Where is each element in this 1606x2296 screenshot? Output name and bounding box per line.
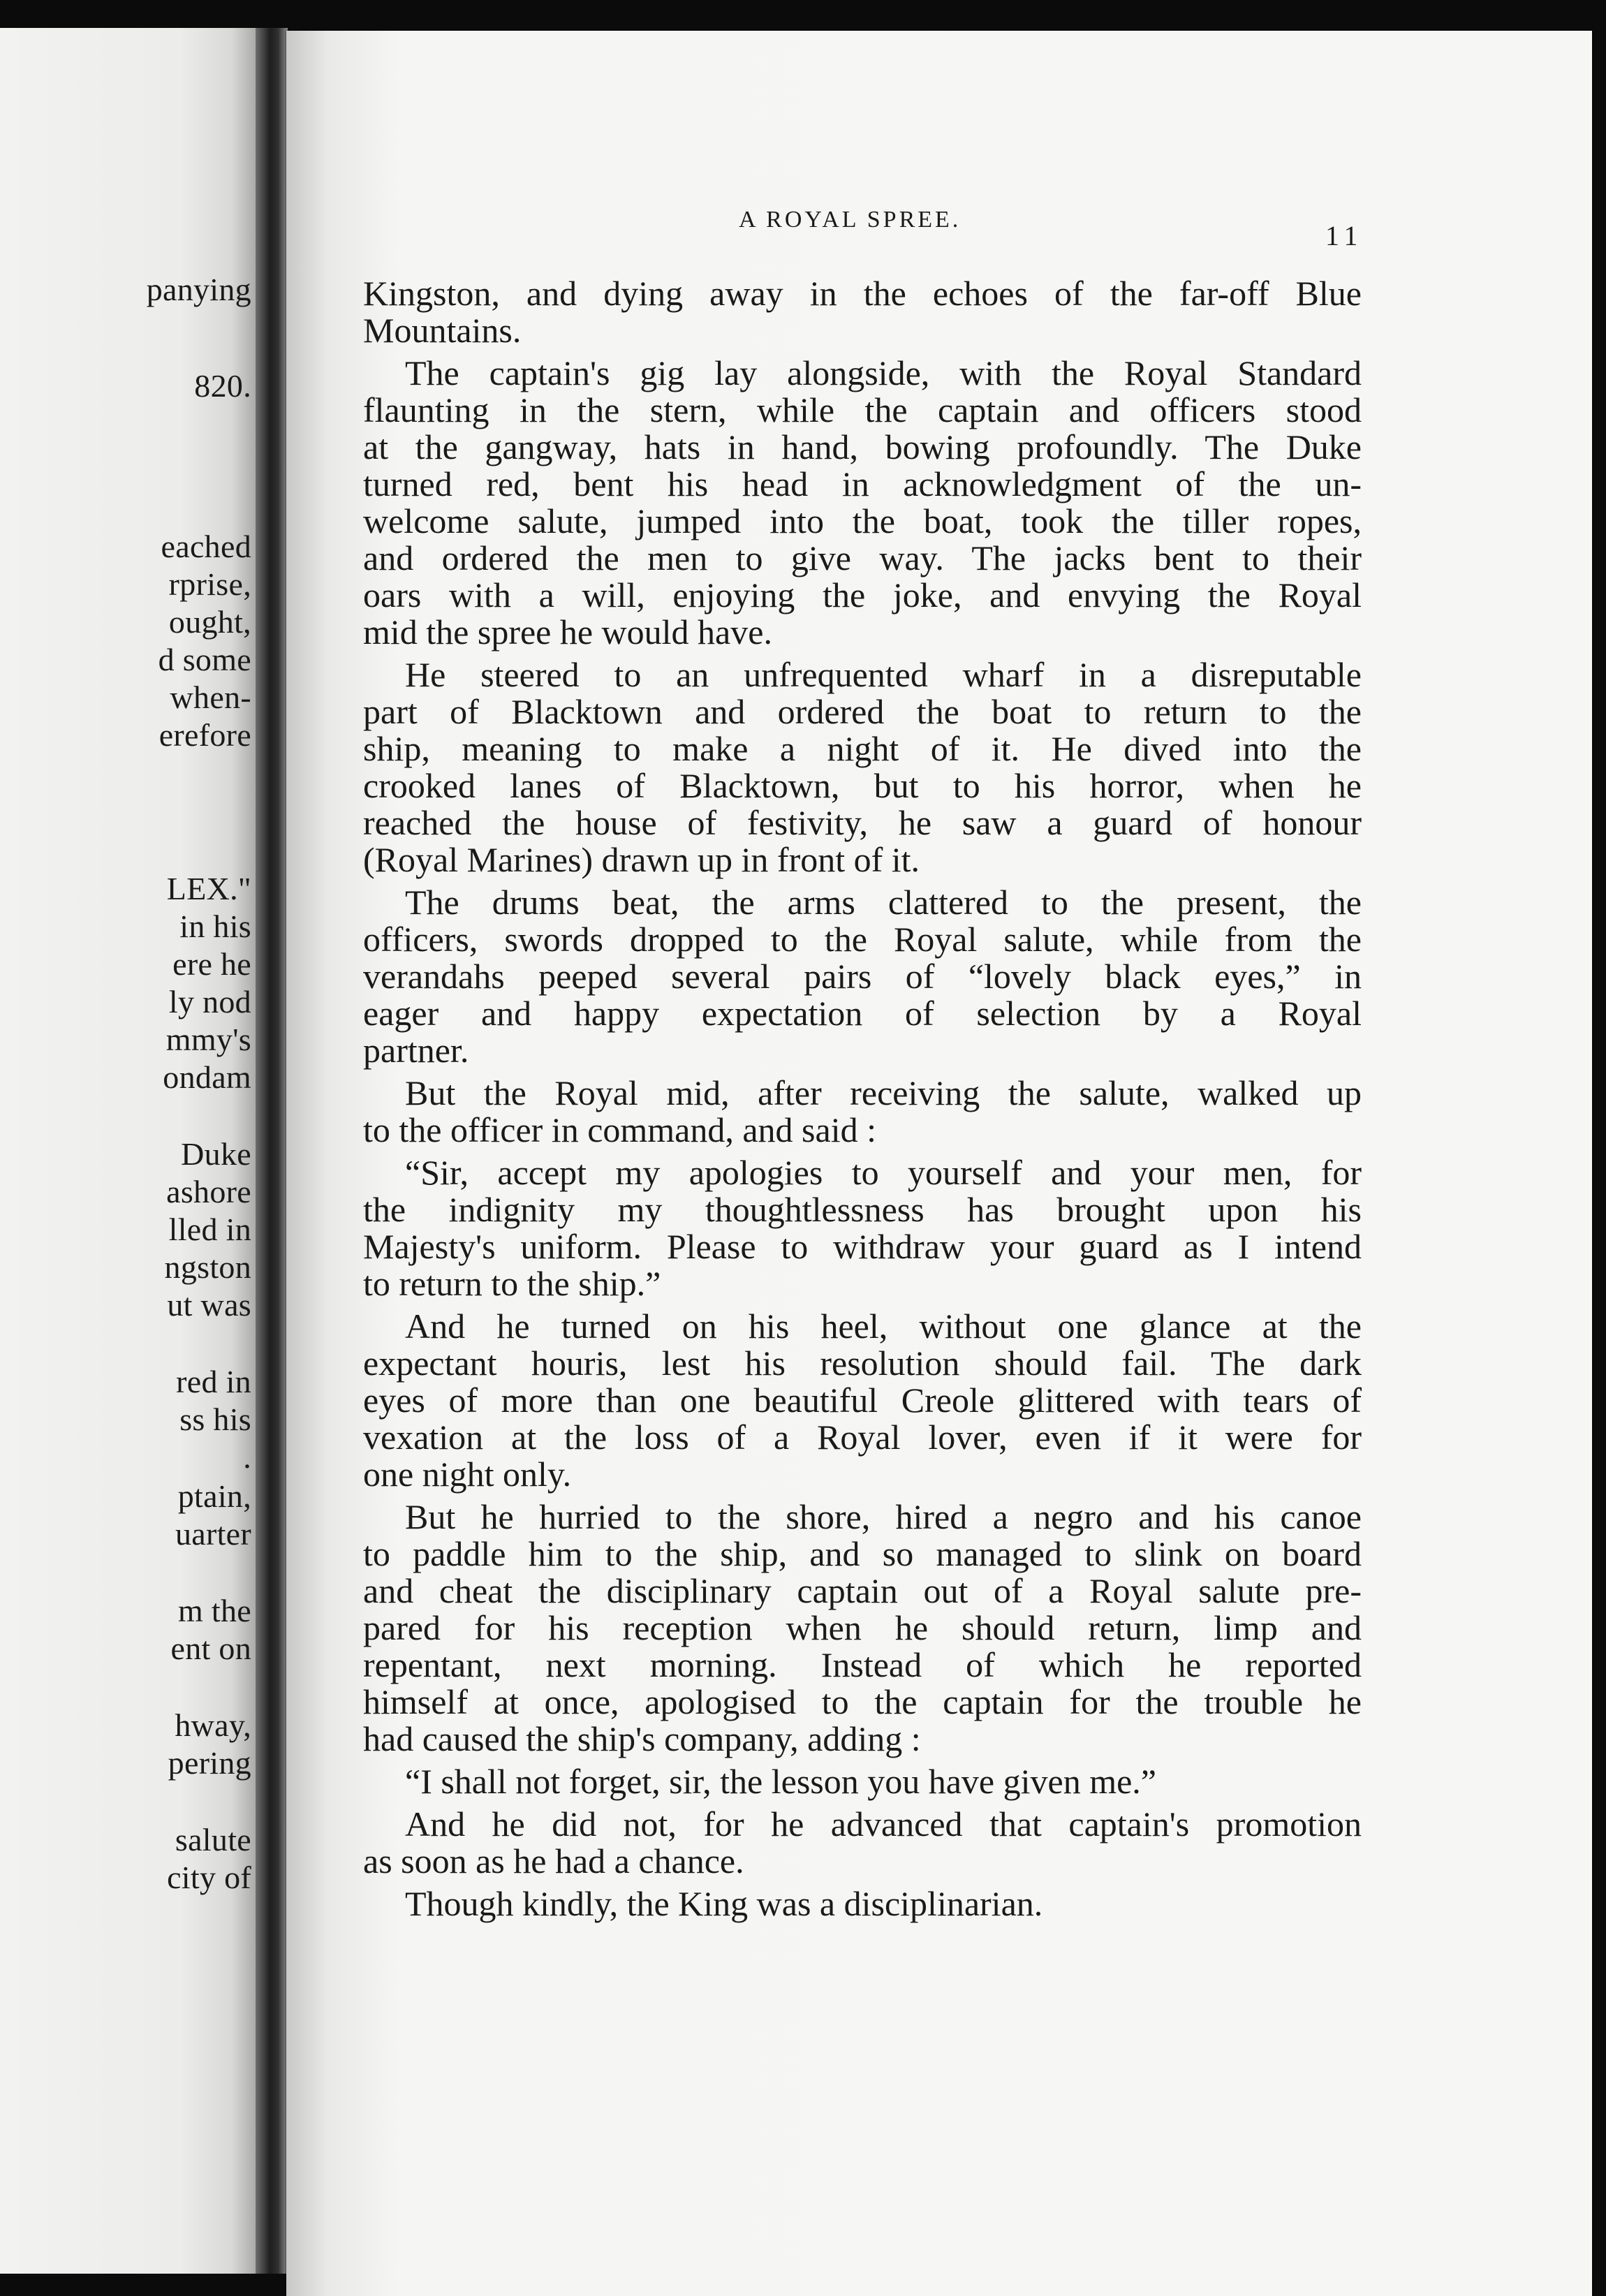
text-line: and ordered the men to give way. The jacks bent to their: [363, 538, 1362, 577]
text-line: to the officer in command, and said :: [363, 1110, 876, 1149]
left-page-line-fragment: ere he: [172, 946, 251, 982]
text-line: pared for his reception when he should return, limp and: [363, 1608, 1362, 1647]
left-page-line-fragment: eached: [161, 529, 251, 564]
left-page-line-fragment: ut was: [167, 1287, 251, 1323]
text-line: part of Blacktown and ordered the boat to return to the: [363, 692, 1362, 731]
left-page-line-fragment: ondam: [163, 1059, 251, 1095]
left-page-line-fragment: d some: [158, 642, 251, 677]
text-line: Majesty's uniform. Please to withdraw your guard as I intend: [363, 1227, 1362, 1266]
left-page: [0, 28, 257, 2274]
paragraph: [363, 1075, 1362, 1149]
paragraph: [363, 1806, 1362, 1880]
text-line: Kingston, and dying away in the echoes of the far-off Blue: [363, 274, 1362, 313]
left-page-line-fragment: when-: [170, 679, 251, 715]
text-line: But the Royal mid, after receiving the salute, walked up: [405, 1073, 1362, 1112]
paragraph: [363, 355, 1362, 651]
text-line: And he turned on his heel, without one glance at the: [405, 1307, 1362, 1346]
left-page-line-fragment: lled in: [168, 1212, 251, 1247]
text-line: (Royal Marines) drawn up in front of it.: [363, 840, 920, 879]
text-line: the indignity my thoughtlessness has brought upon his: [363, 1190, 1362, 1229]
body-text: [363, 275, 1362, 1928]
text-line: oars with a will, enjoying the joke, and envying the Royal: [363, 575, 1362, 615]
text-line: Mountains.: [363, 311, 522, 350]
paragraph: [363, 1763, 1362, 1800]
left-page-line-fragment: city of: [167, 1860, 251, 1895]
text-line: expectant houris, lest his resolution should fail. The dark: [363, 1344, 1362, 1383]
text-line: eyes of more than one beautiful Creole glittered with tears of: [363, 1381, 1362, 1420]
text-line: “I shall not forget, sir, the lesson you have given me.”: [405, 1762, 1156, 1801]
left-page-line-fragment: rprise,: [168, 566, 251, 602]
text-line: to paddle him to the ship, and so managed to slink on board: [363, 1534, 1362, 1573]
left-page-line-fragment: panying: [146, 272, 251, 307]
left-page-line-fragment: in his: [179, 908, 251, 944]
left-page-line-fragment: hway,: [175, 1707, 251, 1743]
text-line: as soon as he had a chance.: [363, 1841, 744, 1881]
text-line: officers, swords dropped to the Royal salute, while from the: [363, 920, 1362, 959]
running-head: A ROYAL SPREE.: [739, 207, 962, 233]
text-line: turned red, bent his head in acknowledgment of the un-: [363, 464, 1362, 503]
text-line: one night only.: [363, 1455, 572, 1494]
text-line: reached the house of festivity, he saw a guard of honour: [363, 803, 1362, 842]
left-page-line-fragment: pering: [168, 1745, 251, 1781]
text-line: mid the spree he would have.: [363, 612, 772, 652]
paragraph: [363, 275, 1362, 349]
left-page-line-fragment: uarter: [175, 1516, 251, 1552]
book-gutter: [256, 28, 288, 2274]
text-line: flaunting in the stern, while the captain and officers stood: [363, 390, 1362, 429]
paragraph: [363, 656, 1362, 878]
text-line: had caused the ship's company, adding :: [363, 1719, 921, 1758]
text-line: The drums beat, the arms clattered to the present, the: [405, 883, 1362, 922]
text-line: vexation at the loss of a Royal lover, even if it were for: [363, 1418, 1362, 1457]
left-page-line-fragment: ought,: [168, 604, 251, 640]
text-line: at the gangway, hats in hand, bowing profoundly. The Duke: [363, 427, 1362, 466]
text-line: verandahs peeped several pairs of “lovely black eyes,” in: [363, 957, 1362, 996]
left-page-line-fragment: LEX.": [166, 871, 251, 906]
text-line: crooked lanes of Blacktown, but to his horror, when he: [363, 766, 1362, 805]
text-line: repentant, next morning. Instead of which he reported: [363, 1645, 1362, 1684]
left-page-line-fragment: 820.: [194, 368, 251, 404]
left-page-line-fragment: ss his: [179, 1401, 251, 1437]
paragraph: [363, 1499, 1362, 1758]
text-line: The captain's gig lay alongside, with the Royal Standard: [405, 353, 1362, 392]
left-page-line-fragment: erefore: [159, 717, 251, 753]
text-line: and cheat the disciplinary captain out of a Royal salute pre-: [363, 1571, 1362, 1610]
text-line: to return to the ship.”: [363, 1264, 661, 1303]
text-line: He steered to an unfrequented wharf in a disreputable: [405, 655, 1362, 694]
text-line: “Sir, accept my apologies to yourself and your men, for: [405, 1153, 1362, 1192]
left-page-line-fragment: ly nod: [168, 984, 251, 1020]
text-line: partner.: [363, 1031, 469, 1070]
text-line: eager and happy expectation of selection by a Royal: [363, 994, 1362, 1033]
left-page-line-fragment: ent on: [170, 1631, 251, 1666]
text-line: ship, meaning to make a night of it. He dived into the: [363, 729, 1362, 768]
text-line: And he did not, for he advanced that captain's promotion: [405, 1804, 1362, 1844]
left-page-line-fragment: m the: [178, 1593, 251, 1628]
paragraph: [363, 1308, 1362, 1493]
left-page-line-fragment: red in: [176, 1364, 251, 1399]
left-page-line-fragment: Duke: [181, 1136, 251, 1172]
page-number: 11: [1325, 220, 1364, 251]
text-line: But he hurried to the shore, hired a negro and his canoe: [405, 1497, 1362, 1536]
text-line: Though kindly, the King was a disciplinarian.: [405, 1884, 1043, 1923]
left-page-line-fragment: ngston: [164, 1249, 251, 1285]
left-page-line-fragment: salute: [175, 1822, 251, 1857]
left-page-line-fragment: .: [243, 1439, 251, 1475]
paragraph: [363, 1154, 1362, 1302]
left-page-line-fragment: mmy's: [165, 1022, 251, 1057]
left-page-line-fragment: ptain,: [177, 1478, 251, 1514]
text-line: himself at once, apologised to the captain for the trouble he: [363, 1682, 1362, 1721]
text-line: welcome salute, jumped into the boat, took the tiller ropes,: [363, 501, 1362, 540]
left-page-line-fragment: ashore: [166, 1174, 251, 1209]
paragraph: [363, 884, 1362, 1069]
paragraph: [363, 1885, 1362, 1922]
